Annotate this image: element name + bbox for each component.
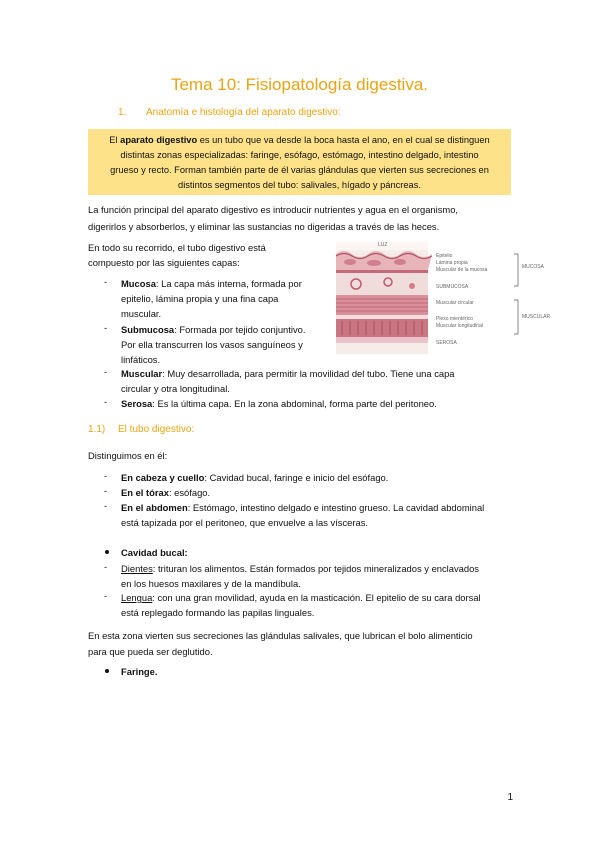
list-item — [121, 590, 481, 620]
text-line: En esta zona vierten sus secreciones las glándulas salivales, que lubrican el bolo alimenticio — [88, 630, 473, 641]
bullet-dash: - — [104, 500, 108, 511]
text-line: muscular. — [121, 308, 162, 319]
bullet-dash: - — [104, 366, 108, 377]
bullet-dash: - — [104, 561, 108, 572]
label-lamina-propia: Lámina propia — [436, 260, 468, 266]
list-item — [121, 500, 484, 530]
label-muscular-mucosa: Muscular de la mucosa — [436, 267, 488, 273]
text-line: está replegado formando las papilas linguales. — [121, 607, 315, 618]
list-item — [121, 276, 302, 321]
gland-shape — [344, 259, 356, 265]
text-line: En todo su recorrido, el tubo digestivo está — [88, 242, 266, 253]
vessel-shape — [409, 283, 415, 289]
label-luz: LUZ — [378, 242, 388, 248]
text-line: circular y otra longitudinal. — [121, 383, 230, 394]
page-title: Tema 10: Fisiopatología digestiva. — [170, 75, 429, 94]
definition-line: distintos segmentos del tubo: salivales, hígado y páncreas. — [178, 180, 421, 190]
text-line: está tapizada por el peritoneo, que envuelve a las vísceras. — [121, 517, 369, 528]
section-heading-1-1 — [88, 424, 194, 435]
cavidad-heading — [121, 545, 188, 560]
myenteric-plexus — [336, 315, 428, 319]
list-item — [121, 561, 479, 591]
text-line: en los huesos maxilares y de la mandíbula. — [121, 578, 301, 589]
cavidad-heading-text: Cavidad bucal: — [121, 547, 188, 558]
serosa-layer — [336, 337, 428, 343]
text-line: : Formada por tejido conjuntivo. — [174, 324, 306, 335]
text-line: compuesto por las siguientes capas: — [88, 257, 240, 268]
definition-pre: El — [109, 135, 121, 145]
list-item — [121, 470, 388, 485]
region-term: En el tórax — [121, 487, 169, 498]
text-line: : Estómago, intestino delgado e intestino grueso. La cavidad abdominal — [187, 502, 485, 513]
text-line: : con una gran movilidad, ayuda en la masticación. El epitelio de su cara dorsal — [152, 592, 481, 603]
section-heading-1 — [118, 107, 341, 118]
label-muscular-circular: Muscular circular — [436, 300, 474, 306]
definition-line: distintas zonas especializadas: faringe, esófago, estómago, intestino delgado, intestino — [120, 150, 479, 160]
region-term: En cabeza y cuello — [121, 472, 205, 483]
label-epitelio: Epitelio — [436, 253, 453, 259]
mucosa-bracket — [514, 254, 518, 286]
text-line: : esófago. — [168, 487, 211, 498]
definition-box — [88, 129, 511, 195]
bullet-dash: - — [104, 322, 108, 333]
paragraph-salivales — [88, 628, 473, 659]
label-submucosa: SUBMUCOSA — [436, 284, 469, 290]
circular-muscle-layer — [336, 295, 428, 315]
layer-term: Muscular — [121, 368, 163, 379]
bullet-dot — [105, 669, 109, 673]
histology-figure — [336, 242, 551, 352]
cavidad-term: Dientes — [121, 563, 153, 574]
definition-rest: es un tubo que va desde la boca hasta el ano, en el cual se distinguen — [197, 135, 490, 145]
definition-line — [88, 133, 511, 148]
bullet-dash: - — [104, 470, 108, 481]
definition-bold: aparato digestivo — [120, 135, 198, 145]
cavidad-term: Lengua — [121, 592, 153, 603]
text-line: La función principal del aparato digestivo es introducir nutrientes y agua en el organismo, — [88, 204, 459, 215]
layer-term: Mucosa — [121, 278, 156, 289]
distinguimos-text: Distinguimos en él: — [88, 450, 168, 461]
text-line: : La capa más interna, formada por — [155, 278, 302, 289]
faringe-heading — [121, 664, 157, 679]
section-number: 1. — [118, 107, 127, 118]
muscular-bracket — [514, 300, 518, 334]
bullet-dash: - — [104, 276, 108, 287]
gland-shape — [367, 260, 381, 266]
bullet-dash: - — [104, 590, 108, 601]
text-line: : trituran los alimentos. Están formados por tejidos mineralizados y enclavados — [152, 563, 479, 574]
label-serosa: SEROSA — [436, 340, 457, 346]
text-line: : Cavidad bucal, faringe e inicio del esófago. — [204, 472, 389, 483]
list-item — [121, 396, 437, 411]
text-line: Por ella transcurren los vasos sanguíneos y — [121, 339, 303, 350]
text-line: epitelio, lámina propia y una fina capa — [121, 293, 279, 304]
layer-term: Serosa — [121, 398, 153, 409]
section-label: El tubo digestivo: — [118, 424, 195, 435]
list-item — [121, 322, 305, 367]
paragraph-function — [88, 202, 458, 234]
muscularis-mucosae — [336, 270, 428, 273]
label-mucosa: MUCOSA — [522, 264, 544, 270]
label-plexo: Plexo mientérico — [436, 316, 473, 322]
list-item — [121, 485, 210, 500]
text-line: linfáticos. — [121, 354, 161, 365]
layer-term: Submucosa — [121, 324, 175, 335]
text-line: : Muy desarrollada, para permitir la movilidad del tubo. Tiene una capa — [162, 368, 455, 379]
list-item — [121, 366, 455, 396]
label-muscular-longitudinal: Muscular longitudinal — [436, 323, 483, 329]
text-line: digerirlos y absorberlos, y eliminar las sustancias no digeridas a través de las heces. — [88, 221, 440, 232]
page-number: 1 — [507, 792, 513, 803]
faringe-text: Faringe. — [121, 666, 158, 677]
bullet-dash: - — [104, 396, 108, 407]
bullet-dash: - — [104, 485, 108, 496]
label-muscular: MUSCULAR — [522, 314, 551, 320]
section-number: 1.1) — [88, 424, 106, 435]
gland-shape — [394, 259, 406, 265]
section-label: Anatomía e histología del aparato digestivo: — [146, 107, 341, 118]
text-line: : Es la última capa. En la zona abdominal, forma parte del peritoneo. — [152, 398, 437, 409]
paragraph-layers-intro — [88, 240, 266, 270]
text-line: para que pueda ser deglutido. — [88, 646, 213, 657]
definition-line: grueso y recto. Forman también parte de él varias glándulas que vierten sus secreciones en — [110, 165, 489, 175]
mucosa-labels — [436, 253, 487, 274]
bullet-dot — [105, 550, 109, 554]
region-term: En el abdomen — [121, 502, 188, 513]
muscular-labels — [436, 316, 483, 330]
